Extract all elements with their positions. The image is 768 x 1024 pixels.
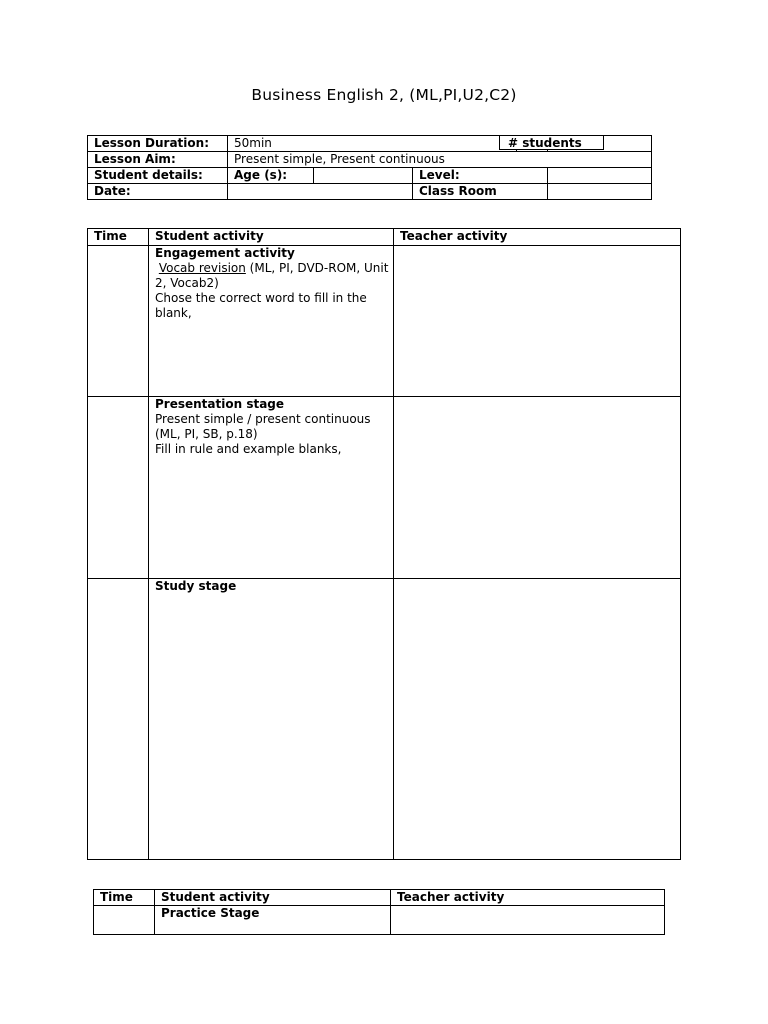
lesson-plan-table bbox=[87, 228, 681, 860]
student-activity-header: Student activity bbox=[149, 229, 394, 246]
vocab-revision-link[interactable]: Vocab revision bbox=[158, 261, 246, 275]
table-row bbox=[88, 152, 652, 168]
time-cell[interactable] bbox=[94, 906, 155, 935]
students-header-box bbox=[499, 135, 604, 150]
room-value[interactable] bbox=[548, 184, 652, 200]
stage-heading: Practice Stage bbox=[161, 906, 260, 920]
time-cell[interactable] bbox=[88, 579, 149, 860]
age-label: Age (s): bbox=[228, 168, 314, 184]
room-label: Class Room bbox=[413, 184, 548, 200]
stage-heading: Engagement activity bbox=[155, 246, 295, 260]
table-row bbox=[94, 906, 665, 935]
date-value[interactable] bbox=[228, 184, 413, 200]
students-label-text: # students bbox=[508, 136, 582, 150]
time-cell[interactable] bbox=[88, 246, 149, 397]
student-activity-cell[interactable] bbox=[149, 579, 394, 860]
stage-heading: Study stage bbox=[155, 579, 237, 593]
page-title: Business English 2, (ML,PI,U2,C2) bbox=[251, 86, 517, 104]
stage-line bbox=[155, 261, 393, 291]
stage-line: Fill in rule and example blanks, bbox=[155, 442, 342, 456]
teacher-activity-header: Teacher activity bbox=[394, 229, 681, 246]
time-cell[interactable] bbox=[88, 397, 149, 579]
level-label: Level: bbox=[413, 168, 548, 184]
table-row bbox=[88, 579, 681, 860]
practice-plan-table bbox=[93, 889, 665, 935]
student-activity-header: Student activity bbox=[155, 890, 391, 906]
age-value[interactable] bbox=[314, 168, 413, 184]
teacher-activity-cell[interactable] bbox=[394, 246, 681, 397]
stage-line-text: (ML, PI, DVD-ROM, Unit 2, Vocab2) bbox=[155, 261, 389, 290]
teacher-activity-header: Teacher activity bbox=[391, 890, 665, 906]
aim-value[interactable]: Present simple, Present continuous bbox=[228, 152, 652, 168]
table-row bbox=[88, 168, 652, 184]
duration-value[interactable]: 50min bbox=[228, 136, 517, 152]
time-header: Time bbox=[88, 229, 149, 246]
table-row bbox=[88, 229, 681, 246]
stage-line: Present simple / present continuous (ML, PI, SB, p.18) bbox=[155, 412, 371, 441]
teacher-activity-cell[interactable] bbox=[394, 397, 681, 579]
date-label: Date: bbox=[88, 184, 228, 200]
table-row bbox=[88, 397, 681, 579]
teacher-activity-cell[interactable] bbox=[394, 579, 681, 860]
teacher-activity-cell[interactable] bbox=[391, 906, 665, 935]
student-activity-cell[interactable] bbox=[155, 906, 391, 935]
details-label: Student details: bbox=[88, 168, 228, 184]
stage-line: Chose the correct word to fill in the blank, bbox=[155, 291, 367, 320]
table-row bbox=[88, 246, 681, 397]
time-header: Time bbox=[94, 890, 155, 906]
student-activity-cell[interactable] bbox=[149, 397, 394, 579]
student-activity-cell[interactable] bbox=[149, 246, 394, 397]
stage-heading: Presentation stage bbox=[155, 397, 285, 411]
level-value[interactable] bbox=[548, 168, 652, 184]
table-row bbox=[88, 184, 652, 200]
duration-label: Lesson Duration: bbox=[88, 136, 228, 152]
table-row bbox=[94, 890, 665, 906]
aim-label: Lesson Aim: bbox=[88, 152, 228, 168]
